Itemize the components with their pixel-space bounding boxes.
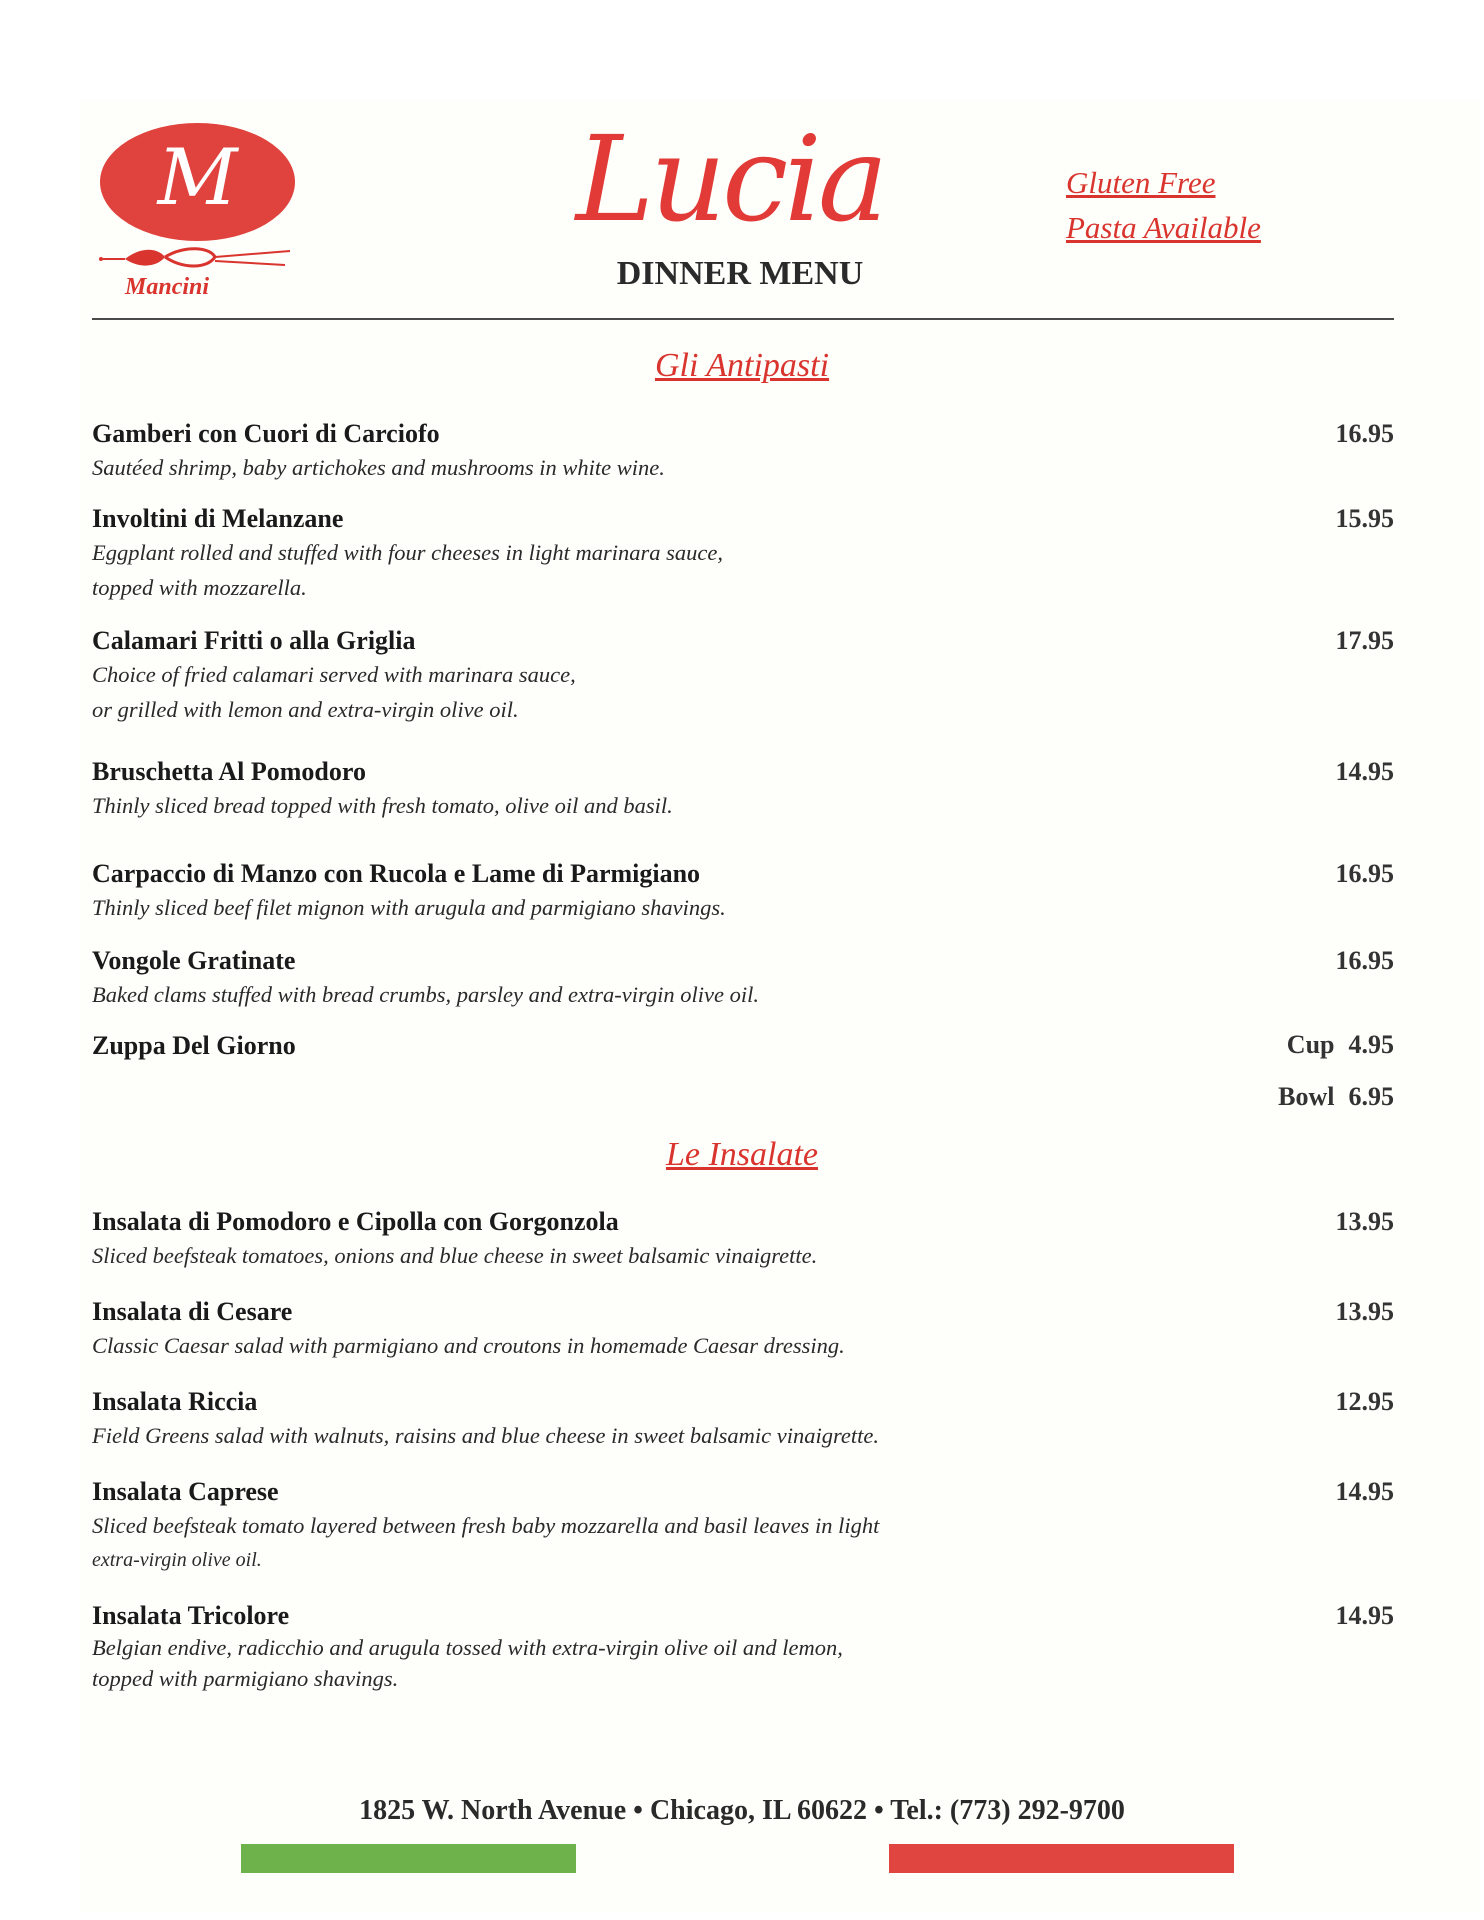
item-price: 6.95 [1348,1082,1394,1111]
pasta-available-line: Pasta Available [1066,210,1261,245]
menu-item [92,1296,1394,1363]
bowl-price-row [1278,1082,1394,1112]
item-description: or grilled with lemon and extra-virgin olive oil. [92,697,519,722]
menu-item [92,418,1394,485]
item-name: Vongole Gratinate [92,946,296,975]
menu-item [92,503,1394,605]
item-price: 16.95 [1335,946,1394,975]
menu-item [92,858,1394,925]
cup-price-row [1287,1030,1394,1060]
item-price: 14.95 [1335,1601,1394,1630]
gluten-free-line: Gluten Free [1066,165,1216,200]
item-name: Insalata Tricolore [92,1601,290,1630]
item-name: Gamberi con Cuori di Carciofo [92,419,440,448]
item-price: 16.95 [1335,859,1394,888]
item-description: topped with parmigiano shavings. [92,1666,399,1691]
size-label: Bowl [1278,1082,1335,1111]
logo-name: Mancini [125,274,210,300]
item-name: Zuppa Del Giorno [92,1031,296,1060]
item-price: 13.95 [1335,1207,1394,1236]
size-label: Cup [1286,1030,1335,1059]
header-divider [92,318,1394,320]
item-description: Field Greens salad with walnuts, raisins and blue cheese in sweet balsamic vinaigrette. [92,1423,879,1448]
item-name: Calamari Fritti o alla Griglia [92,626,416,655]
logo-letter: M [157,133,238,223]
item-description: Baked clams stuffed with bread crumbs, parsley and extra-virgin olive oil. [92,982,759,1007]
item-name: Insalata Riccia [92,1387,258,1416]
menu-item [92,756,1394,823]
item-description: Choice of fried calamari served with marinara sauce, [92,662,576,687]
item-name: Bruschetta Al Pomodoro [92,757,366,786]
item-description: extra-virgin olive oil. [92,1549,262,1571]
mancini-logo [100,123,300,313]
gluten-free-note [1066,160,1261,250]
item-description: Thinly sliced bread topped with fresh tomato, olive oil and basil. [92,793,673,818]
item-price: 15.95 [1335,504,1394,533]
restaurant-title: Lucia [575,110,885,248]
menu-item [92,1030,1394,1110]
menu-item [92,945,1394,1012]
item-price: 13.95 [1335,1297,1394,1326]
menu-item [92,1600,1394,1694]
item-description: Sliced beefsteak tomatoes, onions and blue cheese in sweet balsamic vinaigrette. [92,1243,818,1268]
item-description: topped with mozzarella. [92,575,307,600]
menu-item [92,1386,1394,1453]
menu-item [92,1476,1394,1578]
item-name: Insalata di Cesare [92,1297,293,1326]
menu-item [92,1206,1394,1273]
item-description: Eggplant rolled and stuffed with four cheeses in light marinara sauce, [92,540,723,565]
flag-green-bar [241,1844,576,1873]
item-price: 12.95 [1335,1387,1394,1416]
item-description: Thinly sliced beef filet mignon with arugula and parmigiano shavings. [92,895,726,920]
section-title-insalate: Le Insalate [665,1136,819,1173]
item-name: Involtini di Melanzane [92,504,344,533]
flag-red-bar [889,1844,1234,1873]
item-price: 14.95 [1335,1477,1394,1506]
logo-oval [100,123,295,241]
item-description: Belgian endive, radicchio and arugula tossed with extra-virgin olive oil and lemon, [92,1635,843,1660]
item-name: Insalata Caprese [92,1477,279,1506]
section-title-antipasti: Gli Antipasti [654,347,830,384]
leaf-swirl-icon [95,243,295,277]
item-description: Sliced beefsteak tomato layered between fresh baby mozzarella and basil leaves in light [92,1513,880,1538]
menu-subtitle: DINNER MENU [616,255,864,292]
item-name: Insalata di Pomodoro e Cipolla con Gorgonzola [92,1207,619,1236]
item-description: Sautéed shrimp, baby artichokes and mushrooms in white wine. [92,455,665,480]
item-price: 16.95 [1335,419,1394,448]
item-price: 14.95 [1335,757,1394,786]
item-price: 4.95 [1348,1030,1394,1059]
item-name: Carpaccio di Manzo con Rucola e Lame di Parmigiano [92,859,701,888]
menu-item [92,625,1394,727]
restaurant-address: 1825 W. North Avenue • Chicago, IL 60622 • Tel.: (773) 292-9700 [359,1795,1125,1826]
item-description: Classic Caesar salad with parmigiano and croutons in homemade Caesar dressing. [92,1333,845,1358]
item-price: 17.95 [1335,626,1394,655]
